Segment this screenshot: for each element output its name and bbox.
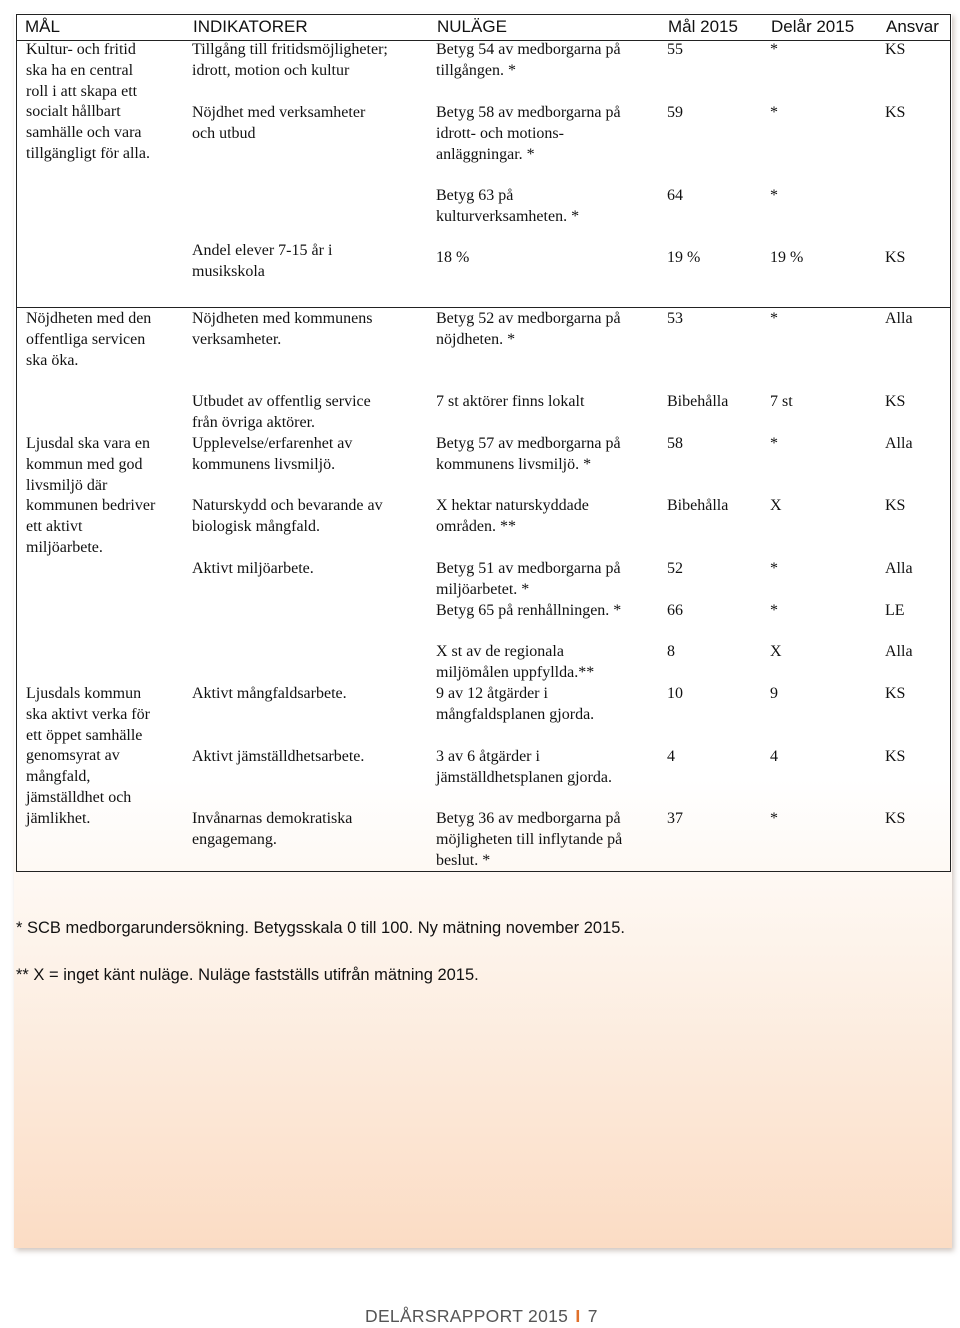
row-divider [17, 307, 950, 308]
indicator-text: Nöjdhet med verksamheter och utbud [192, 104, 366, 142]
responsible: KS [885, 748, 906, 765]
indicator-text: Invånarnas demokratiska engagemang. [192, 810, 353, 848]
target-value: 58 [667, 435, 683, 452]
indicator-text: Nöjdheten med kommunens verksamheter. [192, 310, 373, 348]
interim-value: X [770, 497, 782, 514]
target-value: Bibehålla [667, 497, 729, 514]
responsible: LE [885, 602, 905, 619]
report-label: DELÅRSRAPPORT 2015 [365, 1306, 569, 1326]
indicator-text: Aktivt miljöarbete. [192, 560, 314, 577]
indicator-text: Andel elever 7-15 år i musikskola [192, 242, 333, 280]
page-number: 7 [587, 1306, 598, 1326]
target-value: 64 [667, 187, 683, 204]
goal-text: Ljusdal ska vara en kommun med god livsmiljö där kommunen bedriver ett aktivt miljöarbete. [26, 435, 156, 556]
goal-text: Ljusdals kommun ska aktivt verka för ett öppet samhälle genomsyrat av mångfald, jämställdhet och jämlikhet. [26, 685, 150, 827]
responsible: Alla [885, 560, 913, 577]
goal-text: Nöjdheten med den offentliga servicen ska öka. [26, 310, 152, 369]
footer-separator: I [575, 1306, 581, 1326]
indicator-text: Tillgång till fritidsmöjligheter; idrott, motion och kultur [192, 41, 388, 79]
footnote-scb: * SCB medborgarundersökning. Betygsskala 0 till 100. Ny mätning november 2015. [16, 919, 626, 937]
page-footer [365, 1306, 598, 1327]
indicator-text: Utbudet av offentlig service från övriga aktörer. [192, 393, 371, 431]
target-value: 59 [667, 104, 683, 121]
interim-value: X [770, 643, 782, 660]
status-text: Betyg 52 av medborgarna på nöjdheten. * [436, 310, 621, 348]
interim-value: 19 % [770, 249, 804, 266]
target-value: Bibehålla [667, 393, 729, 410]
header-ansvar: Ansvar [886, 17, 939, 36]
footnote-x: ** X = inget känt nuläge. Nuläge fastställs utifrån mätning 2015. [16, 966, 479, 984]
header-indikatorer: INDIKATORER [193, 17, 308, 36]
target-value: 19 % [667, 249, 701, 266]
interim-value: 7 st [770, 393, 793, 410]
interim-value: * [770, 435, 778, 452]
target-value: 53 [667, 310, 683, 327]
status-text: 9 av 12 åtgärder i mångfaldsplanen gjorda. [436, 685, 595, 723]
status-text: Betyg 54 av medborgarna på tillgången. * [436, 41, 621, 79]
goal-text: Kultur- och fritid ska ha en central roll i att skapa ett socialt hållbart samhälle och vara tillgängligt för alla. [26, 41, 150, 162]
interim-value: 4 [770, 748, 778, 765]
target-value: 10 [667, 685, 683, 702]
interim-value: 9 [770, 685, 778, 702]
status-text: X st av de regionala miljömålen uppfyllda.** [436, 643, 595, 681]
target-value: 8 [667, 643, 675, 660]
status-text: Betyg 63 på kulturverksamheten. * [436, 187, 580, 225]
status-text: Betyg 57 av medborgarna på kommunens livsmiljö. * [436, 435, 621, 473]
responsible: KS [885, 104, 906, 121]
header-nulage: NULÄGE [437, 17, 507, 36]
interim-value: * [770, 310, 778, 327]
target-value: 37 [667, 810, 683, 827]
responsible: Alla [885, 435, 913, 452]
status-text: Betyg 36 av medborgarna på möjligheten till inflytande på beslut. * [436, 810, 623, 869]
interim-value: * [770, 104, 778, 121]
target-value: 4 [667, 748, 675, 765]
indicator-text: Aktivt mångfaldsarbete. [192, 685, 347, 702]
responsible: KS [885, 41, 906, 58]
target-value: 66 [667, 602, 683, 619]
header-delar-2015: Delår 2015 [771, 17, 855, 36]
responsible: Alla [885, 310, 913, 327]
indicator-text: Naturskydd och bevarande av biologisk mångfald. [192, 497, 383, 535]
responsible: KS [885, 810, 906, 827]
interim-value: * [770, 810, 778, 827]
target-value: 52 [667, 560, 683, 577]
responsible: KS [885, 685, 906, 702]
status-text: 3 av 6 åtgärder i jämställdhetsplanen gjorda. [436, 748, 612, 786]
header-mal: MÅL [25, 17, 60, 36]
interim-value: * [770, 187, 778, 204]
status-text: 18 % [436, 249, 470, 266]
responsible: KS [885, 393, 906, 410]
header-mal-2015: Mål 2015 [668, 17, 738, 36]
interim-value: * [770, 41, 778, 58]
status-text: Betyg 51 av medborgarna på miljöarbetet. * Betyg 65 på renhållningen. * [436, 560, 622, 619]
indicator-text: Aktivt jämställdhetsarbete. [192, 748, 365, 765]
responsible: Alla [885, 643, 913, 660]
target-value: 55 [667, 41, 683, 58]
interim-value: * [770, 560, 778, 577]
responsible: KS [885, 497, 906, 514]
status-text: X hektar naturskyddade områden. ** [436, 497, 589, 535]
status-text: Betyg 58 av medborgarna på idrott- och motions- anläggningar. * [436, 104, 621, 163]
interim-value: * [770, 602, 778, 619]
status-text: 7 st aktörer finns lokalt [436, 393, 585, 410]
table-header [17, 15, 950, 41]
responsible: KS [885, 249, 906, 266]
indicator-text: Upplevelse/erfarenhet av kommunens livsmiljö. [192, 435, 353, 473]
